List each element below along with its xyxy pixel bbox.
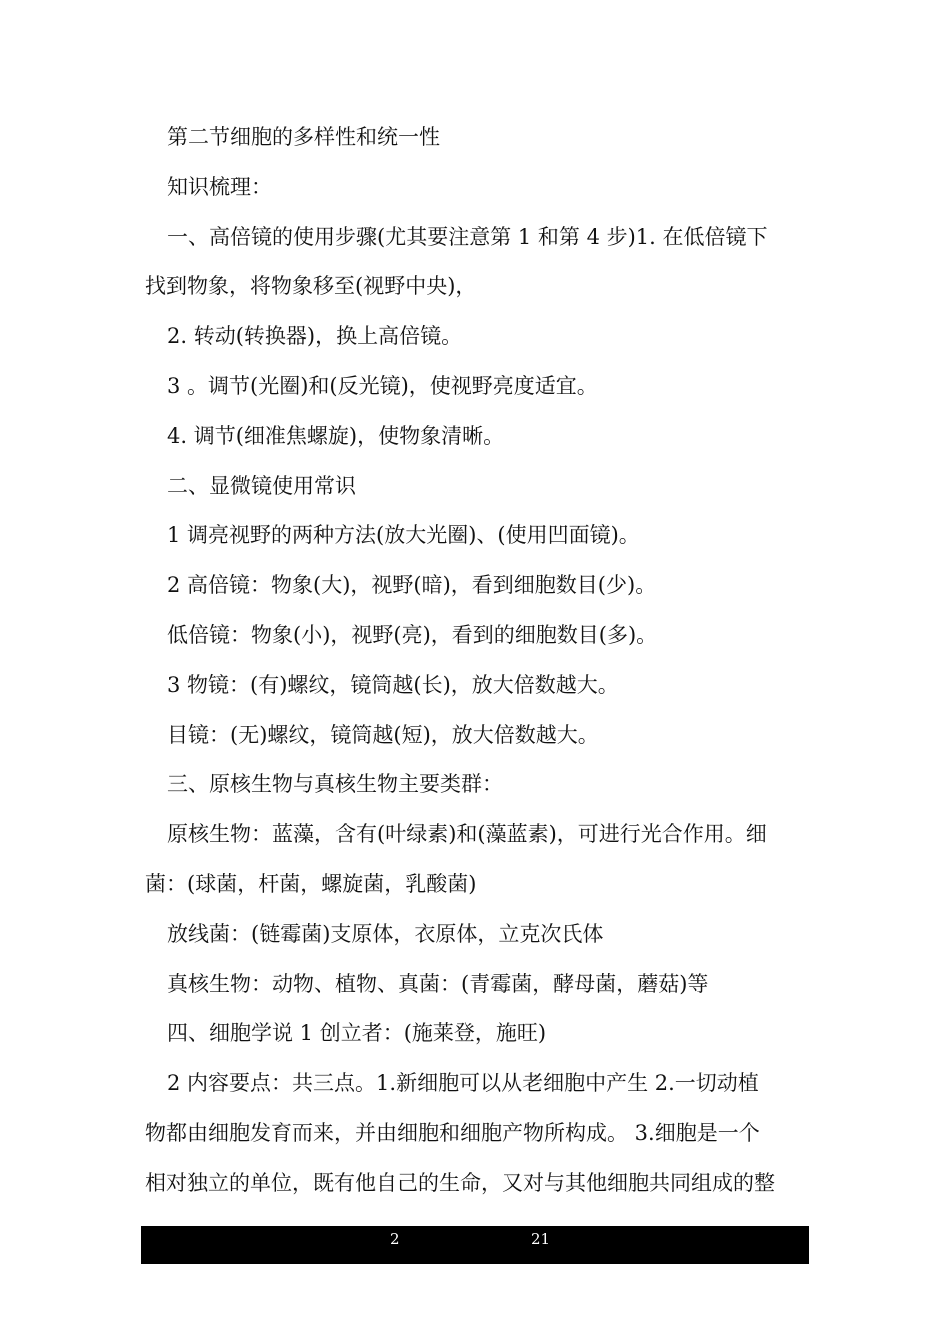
paragraph-line: 低倍镜：物象(小)，视野(亮)，看到的细胞数目(多)。: [167, 622, 658, 647]
paragraph-line: 真核生物：动物、植物、真菌：(青霉菌，酵母菌，蘑菇)等: [167, 971, 709, 996]
paragraph-line: 知识梳理：: [167, 174, 272, 199]
paragraph-line: 3 物镜：(有)螺纹，镜筒越(长)，放大倍数越大。: [167, 672, 619, 697]
paragraph-line: 四、细胞学说 1 创立者：(施莱登，施旺): [167, 1021, 547, 1046]
paragraph-line: 三、原核生物与真核生物主要类群：: [167, 772, 503, 797]
paragraph-line: 1 调亮视野的两种方法(放大光圈)、(使用凹面镜)。: [167, 523, 640, 548]
paragraph-line: 相对独立的单位，既有他自己的生命，又对与其他细胞共同组成的整: [145, 1170, 775, 1195]
paragraph-line: 原核生物：蓝藻，含有(叶绿素)和(藻蓝素)，可进行光合作用。细: [167, 822, 767, 847]
paragraph-line: 一、高倍镜的使用步骤(尤其要注意第 1 和第 4 步)1. 在低倍镜下: [167, 224, 768, 249]
total-pages-number: 21: [531, 1230, 551, 1248]
paragraph-line: 4. 调节(细准焦螺旋)，使物象清晰。: [167, 423, 505, 448]
paragraph-line: 3 。调节(光圈)和(反光镜)，使视野亮度适宜。: [167, 373, 598, 398]
paragraph-line: 2 内容要点：共三点。1.新细胞可以从老细胞中产生 2.一切动植: [167, 1071, 759, 1096]
paragraph-line: 找到物象，将物象移至(视野中央)，: [145, 274, 477, 299]
document-body: [145, 113, 810, 1209]
current-page-number: 2: [390, 1230, 400, 1248]
paragraph-line: 二、显微镜使用常识: [167, 473, 356, 498]
paragraph-line: 目镜：(无)螺纹，镜筒越(短)，放大倍数越大。: [167, 722, 599, 747]
section-title: 第二节细胞的多样性和统一性: [167, 125, 440, 149]
paragraph-line: 物都由细胞发育而来，并由细胞和细胞产物所构成。 3.细胞是一个: [145, 1120, 760, 1145]
page-footer-bar: [141, 1226, 809, 1264]
paragraph-line: 2 高倍镜：物象(大)，视野(暗)，看到细胞数目(少)。: [167, 573, 657, 598]
paragraph-line: 菌：(球菌，杆菌，螺旋菌，乳酸菌): [145, 871, 477, 896]
paragraph-line: 2. 转动(转换器)，换上高倍镜。: [167, 324, 463, 349]
paragraph-line: 放线菌：(链霉菌)支原体，衣原体，立克次氏体: [167, 921, 604, 946]
